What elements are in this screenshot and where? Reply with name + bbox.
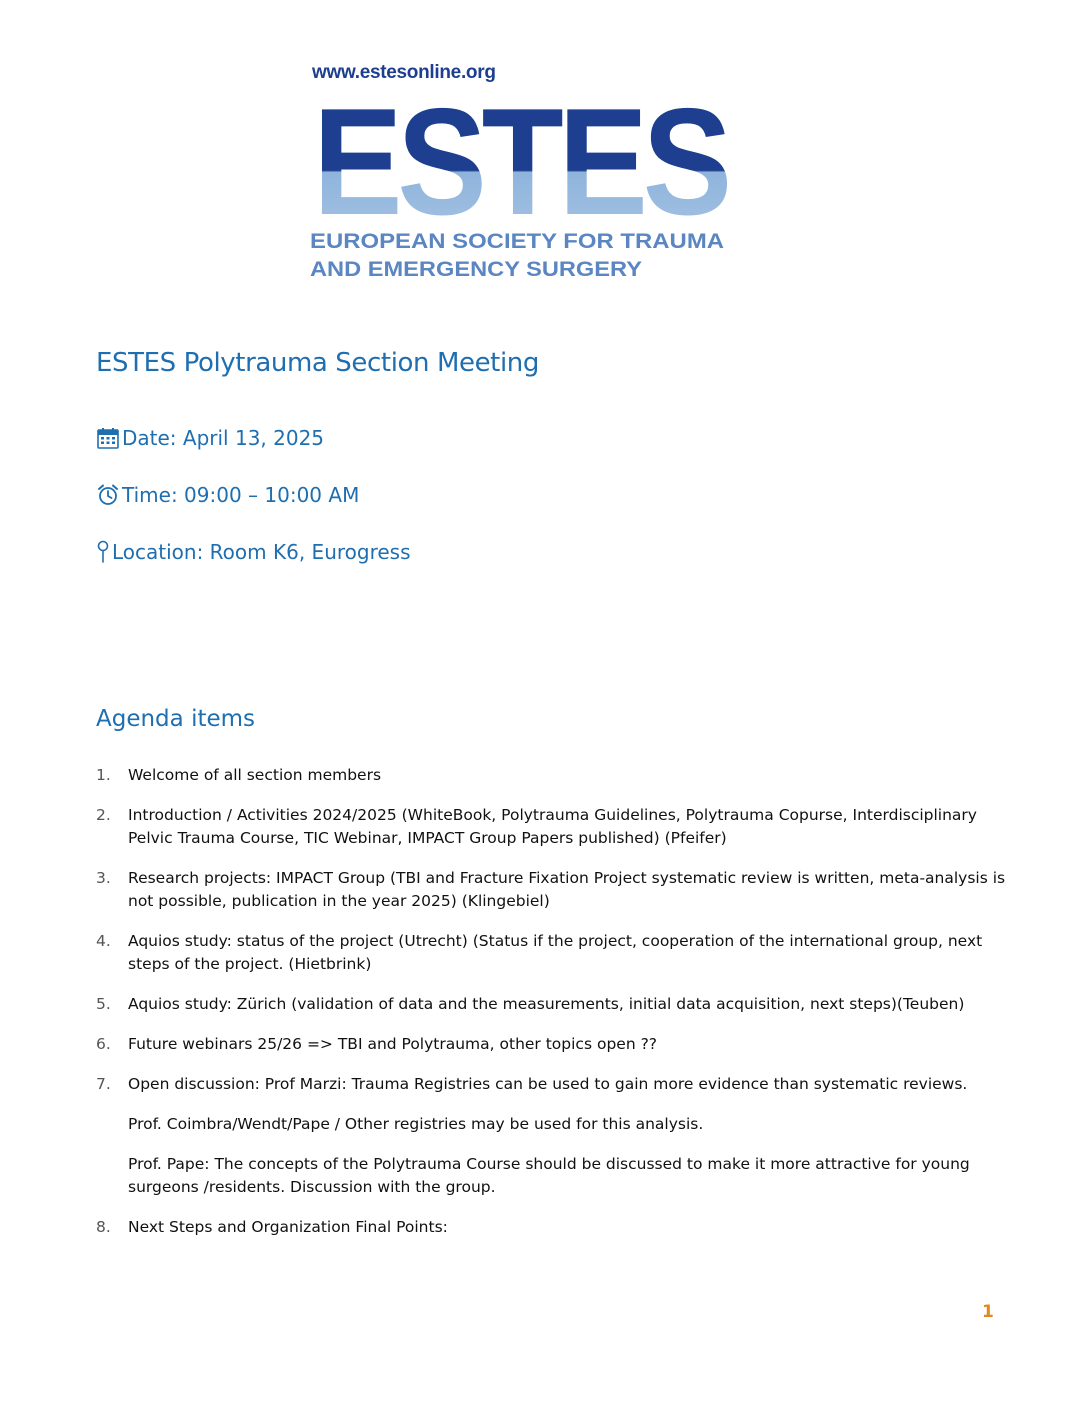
wordmark-text: ESTES (313, 94, 728, 247)
meeting-date (96, 426, 324, 450)
pin-icon (96, 540, 110, 564)
agenda-item (96, 804, 1006, 850)
agenda-item (96, 1216, 1006, 1239)
page-number: 1 (982, 1302, 994, 1322)
agenda-item-text: Aquios study: status of the project (Utrecht) (Status if the project, cooperation of the international group, next steps of the project. (Hietbrink) (128, 932, 983, 973)
agenda-item-text: Open discussion: Prof Marzi: Trauma Registries can be used to gain more evidence than systematic reviews. (128, 1075, 968, 1093)
agenda-item-text: Welcome of all section members (128, 766, 382, 784)
agenda-heading: Agenda items (96, 706, 256, 732)
page-title: ESTES Polytrauma Section Meeting (96, 348, 539, 378)
agenda-item-number: 5. (96, 995, 111, 1013)
agenda-subparagraph: Prof. Pape: The concepts of the Polytrauma Course should be discussed to make it more attractive for young surgeons /residents. Discussion with the group. (128, 1155, 970, 1196)
logo-url-text: www.estesonline.org (312, 62, 496, 83)
agenda-item (96, 993, 1006, 1016)
agenda-item (96, 1033, 1006, 1056)
agenda-item-number: 8. (96, 1218, 111, 1236)
agenda-item-number: 4. (96, 932, 111, 950)
estes-logo (310, 58, 730, 286)
agenda-item-text: Future webinars 25/26 => TBI and Polytrauma, other topics open ?? (128, 1035, 658, 1053)
agenda-item (96, 764, 1006, 787)
meeting-time-text: Time: 09:00 – 10:00 AM (122, 483, 360, 507)
agenda-item (96, 1073, 1006, 1199)
agenda-item-number: 1. (96, 766, 111, 784)
agenda-item-number: 7. (96, 1075, 111, 1093)
agenda-subparagraph: Prof. Coimbra/Wendt/Pape / Other registries may be used for this analysis. (128, 1115, 704, 1133)
meeting-location-text: Location: Room K6, Eurogress (112, 540, 411, 564)
meeting-date-text: Date: April 13, 2025 (122, 426, 325, 450)
calendar-icon (96, 426, 120, 450)
agenda-item-number: 6. (96, 1035, 111, 1053)
agenda-item-number: 3. (96, 869, 111, 887)
agenda-item-text: Next Steps and Organization Final Points: (128, 1218, 448, 1236)
agenda-item-number: 2. (96, 806, 111, 824)
logo-tagline-line2: AND EMERGENCY SURGERY (310, 257, 642, 278)
estes-wordmark (310, 94, 730, 278)
meeting-time (96, 483, 359, 507)
agenda-item-text: Introduction / Activities 2024/2025 (WhiteBook, Polytrauma Guidelines, Polytrauma Copurse, Interdisciplinary Pelvic Trauma Course, TIC Webinar, IMPACT Group Papers published) (Pfeifer) (128, 806, 977, 847)
alarm-clock-icon (96, 483, 120, 507)
agenda-item-text: Research projects: IMPACT Group (TBI and Fracture Fixation Project systematic review is written, meta-analysis is not possible, publication in the year 2025) (Klingebiel) (128, 869, 1006, 910)
agenda-item (96, 930, 1006, 976)
agenda-item (96, 867, 1006, 913)
meeting-location (96, 540, 411, 564)
agenda-item-text: Aquios study: Zürich (validation of data and the measurements, initial data acquisition, next steps)(Teuben) (128, 995, 965, 1013)
logo-tagline-line1: EUROPEAN SOCIETY FOR TRAUMA (310, 229, 724, 253)
agenda-list (96, 764, 1006, 1256)
